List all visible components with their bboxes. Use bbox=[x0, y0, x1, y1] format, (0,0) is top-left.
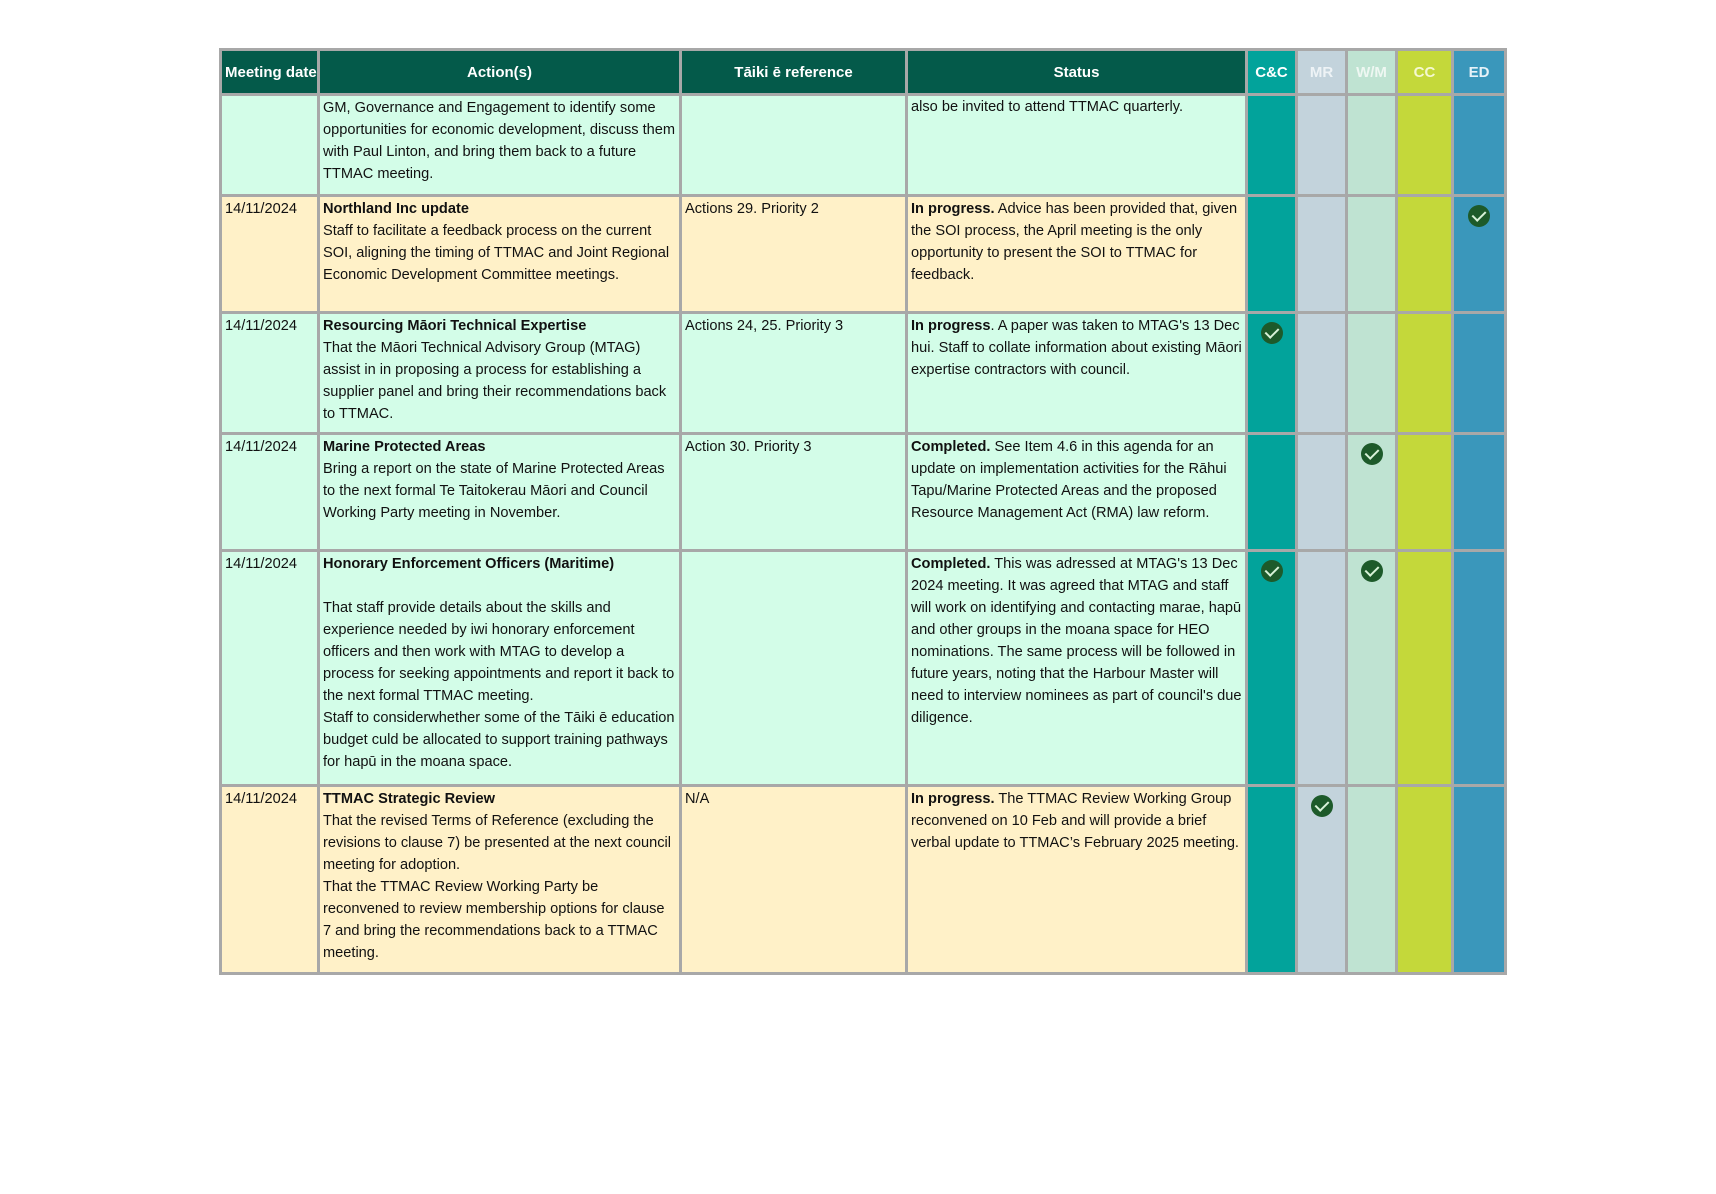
meeting-date-cell: 14/11/2024 bbox=[221, 313, 319, 434]
cat-wm-cell bbox=[1347, 551, 1397, 786]
meeting-date-cell bbox=[221, 95, 319, 196]
action-cell bbox=[319, 313, 681, 434]
cat-climate-cell bbox=[1397, 434, 1453, 551]
check-circle-icon bbox=[1311, 795, 1333, 817]
status-cell bbox=[907, 434, 1247, 551]
action-body: Bring a report on the state of Marine Protected Areas to the next formal Te Taitokerau Māori and Council Working Party meeting in November. bbox=[323, 461, 665, 521]
reference-cell: N/A bbox=[681, 786, 907, 974]
check-circle-icon bbox=[1361, 443, 1383, 465]
spacer bbox=[323, 575, 676, 597]
cat-wm-cell bbox=[1347, 95, 1397, 196]
action-body: That staff provide details about the skills and experience needed by iwi honorary enforcement officers and then work with MTAG to develop a process for seeking appointments and report it back to the next formal TTMAC meeting. bbox=[323, 600, 675, 704]
status-cell bbox=[907, 551, 1247, 786]
status-text: Advice has been provided that, given the SOI process, the April meeting is the only opportunity to present the SOI to TTMAC for feedback. bbox=[911, 201, 1238, 283]
action-tracker-table bbox=[219, 48, 1507, 975]
action-title: Honorary Enforcement Officers (Maritime) bbox=[323, 556, 615, 572]
table-row bbox=[221, 196, 1506, 313]
action-cell bbox=[319, 196, 681, 313]
action-body: Staff to facilitate a feedback process on the current SOI, aligning the timing of TTMAC and Joint Regional Economic Development Committee meetings. bbox=[323, 223, 670, 283]
cat-wm-cell bbox=[1347, 434, 1397, 551]
check-circle-icon bbox=[1361, 560, 1383, 582]
cat-mr-cell bbox=[1297, 551, 1347, 786]
status-text: The TTMAC Review Working Group reconvened on 10 Feb and will provide a brief verbal update to TTMAC’s February 2025 meeting. bbox=[911, 791, 1239, 851]
header-cat-mr: MR bbox=[1297, 50, 1347, 95]
status-label: In progress bbox=[911, 318, 991, 334]
action-body: That the Māori Technical Advisory Group (MTAG) assist in in proposing a process for establishing a supplier panel and bring their recommendations back to TTMAC. bbox=[323, 340, 667, 422]
status-label: In progress. bbox=[911, 201, 995, 217]
action-body: GM, Governance and Engagement to identify some opportunities for economic development, discuss them with Paul Linton, and bring them back to a future TTMAC meeting. bbox=[323, 100, 676, 182]
status-cell bbox=[907, 95, 1247, 196]
status-text: See Item 4.6 in this agenda for an update on implementation activities for the Rāhui Tapu/Marine Protected Areas and the proposed Resource Management Act (RMA) law reform. bbox=[911, 439, 1227, 521]
cat-climate-cell bbox=[1397, 786, 1453, 974]
action-title: TTMAC Strategic Review bbox=[323, 791, 495, 807]
table-row bbox=[221, 95, 1506, 196]
status-label: Completed. bbox=[911, 439, 991, 455]
header-cat-climate: CC bbox=[1397, 50, 1453, 95]
cat-cc-cell bbox=[1247, 434, 1297, 551]
reference-cell: Actions 29. Priority 2 bbox=[681, 196, 907, 313]
reference-cell bbox=[681, 95, 907, 196]
table-row bbox=[221, 551, 1506, 786]
cat-ed-cell bbox=[1453, 786, 1506, 974]
action-body-secondary: That the TTMAC Review Working Party be reconvened to review membership options for clause 7 and bring the recommendations back to a TTMAC meeting. bbox=[323, 879, 665, 961]
meeting-date-cell: 14/11/2024 bbox=[221, 786, 319, 974]
status-label: Completed. bbox=[911, 556, 991, 572]
meeting-date-cell: 14/11/2024 bbox=[221, 551, 319, 786]
action-tracker-table-wrapper bbox=[219, 48, 1507, 975]
action-cell bbox=[319, 95, 681, 196]
table-row bbox=[221, 313, 1506, 434]
status-cell bbox=[907, 313, 1247, 434]
header-row bbox=[221, 50, 1506, 95]
cat-ed-cell bbox=[1453, 196, 1506, 313]
cat-cc-cell bbox=[1247, 95, 1297, 196]
action-body-secondary: Staff to considerwhether some of the Tāiki ē education budget culd be allocated to support training pathways for hapū in the moana space. bbox=[323, 710, 675, 770]
reference-cell: Action 30. Priority 3 bbox=[681, 434, 907, 551]
check-circle-icon bbox=[1261, 322, 1283, 344]
reference-cell: Actions 24, 25. Priority 3 bbox=[681, 313, 907, 434]
header-cat-ed: ED bbox=[1453, 50, 1506, 95]
action-cell bbox=[319, 786, 681, 974]
header-actions: Action(s) bbox=[319, 50, 681, 95]
cat-wm-cell bbox=[1347, 313, 1397, 434]
cat-cc-cell bbox=[1247, 551, 1297, 786]
cat-ed-cell bbox=[1453, 95, 1506, 196]
status-label: In progress. bbox=[911, 791, 995, 807]
status-text: . A paper was taken to MTAG's 13 Dec hui. Staff to collate information about existing Māori expertise contractors with council. bbox=[911, 318, 1242, 378]
action-cell bbox=[319, 551, 681, 786]
action-title: Resourcing Māori Technical Expertise bbox=[323, 318, 587, 334]
cat-wm-cell bbox=[1347, 196, 1397, 313]
header-cat-wm: W/M bbox=[1347, 50, 1397, 95]
check-circle-icon bbox=[1468, 205, 1490, 227]
action-title: Northland Inc update bbox=[323, 201, 469, 217]
status-text: also be invited to attend TTMAC quarterly. bbox=[911, 99, 1184, 115]
status-cell bbox=[907, 786, 1247, 974]
cat-climate-cell bbox=[1397, 313, 1453, 434]
table-row bbox=[221, 434, 1506, 551]
action-body: That the revised Terms of Reference (excluding the revisions to clause 7) be presented at the next council meeting for adoption. bbox=[323, 813, 672, 873]
cat-cc-cell bbox=[1247, 313, 1297, 434]
status-cell bbox=[907, 196, 1247, 313]
action-cell bbox=[319, 434, 681, 551]
cat-climate-cell bbox=[1397, 95, 1453, 196]
cat-mr-cell bbox=[1297, 434, 1347, 551]
cat-cc-cell bbox=[1247, 196, 1297, 313]
table-row bbox=[221, 786, 1506, 974]
header-meeting-date: Meeting date bbox=[221, 50, 319, 95]
meeting-date-cell: 14/11/2024 bbox=[221, 196, 319, 313]
cat-climate-cell bbox=[1397, 196, 1453, 313]
action-title: Marine Protected Areas bbox=[323, 439, 486, 455]
cat-mr-cell bbox=[1297, 95, 1347, 196]
cat-ed-cell bbox=[1453, 551, 1506, 786]
meeting-date-cell: 14/11/2024 bbox=[221, 434, 319, 551]
cat-mr-cell bbox=[1297, 313, 1347, 434]
cat-mr-cell bbox=[1297, 196, 1347, 313]
status-text: This was adressed at MTAG's 13 Dec 2024 meeting. It was agreed that MTAG and staff will work on identifying and contacting marae, hapū and other groups in the moana space for HEO nominations. The same process will be followed in future years, noting that the Harbour Master will need to interview nominees as part of council's due diligence. bbox=[911, 556, 1242, 726]
cat-cc-cell bbox=[1247, 786, 1297, 974]
header-reference: Tāiki ē reference bbox=[681, 50, 907, 95]
check-circle-icon bbox=[1261, 560, 1283, 582]
cat-climate-cell bbox=[1397, 551, 1453, 786]
header-status: Status bbox=[907, 50, 1247, 95]
cat-ed-cell bbox=[1453, 434, 1506, 551]
reference-cell bbox=[681, 551, 907, 786]
cat-mr-cell bbox=[1297, 786, 1347, 974]
cat-ed-cell bbox=[1453, 313, 1506, 434]
header-cat-cc: C&C bbox=[1247, 50, 1297, 95]
cat-wm-cell bbox=[1347, 786, 1397, 974]
